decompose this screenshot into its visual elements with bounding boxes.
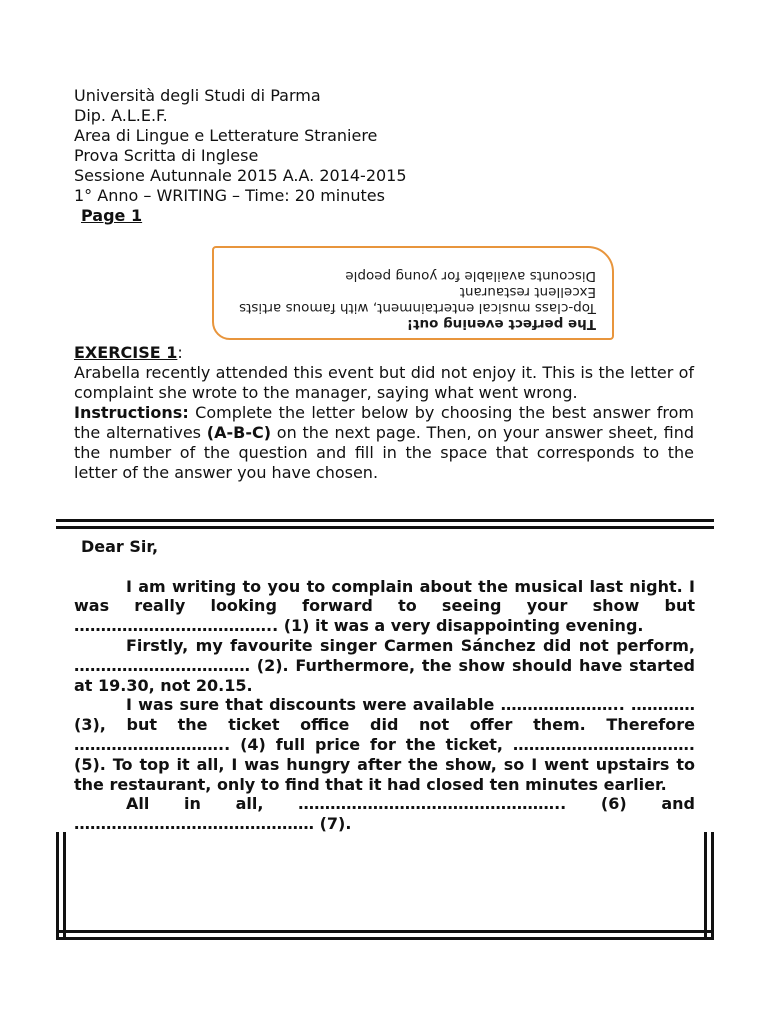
advert-line: Discounts available for young people <box>345 268 596 284</box>
page-label: Page 1 <box>81 206 143 225</box>
letter-frame-right-rule <box>704 832 714 940</box>
exercise-title: EXERCISE 1 <box>74 343 178 362</box>
exercise-heading <box>74 343 694 363</box>
letter-paragraph: All in all, ………………………………………….. (6) and ……………………………………… (7). <box>74 794 695 834</box>
instructions-text-1: Complete the letter below by choosing the best answer from the alternatives <box>74 403 694 442</box>
letter-paragraph: I was sure that discounts were available ………………….. ………… (3), but the ticket office did not offer them. Therefore ……………………….. (4) full price for the ticket, ……………………………. (5). To top it all, I was hungry after the show, so I went upstairs to the restaurant, only to find that it had closed ten minutes earlier. <box>74 695 695 794</box>
exercise-block <box>74 343 694 483</box>
letter-frame-left-rule <box>56 832 66 940</box>
instructions-choices: (A-B-C) <box>206 423 272 442</box>
exercise-intro: Arabella recently attended this event but did not enjoy it. This is the letter of complaint she wrote to the manager, saying what went wrong. <box>74 363 694 402</box>
advert-box <box>212 246 614 340</box>
instructions-label: Instructions: <box>74 403 189 422</box>
department-name: Dip. A.L.E.F. <box>74 106 168 125</box>
letter-body <box>74 537 695 834</box>
area-name: Area di Lingue e Letterature Straniere <box>74 126 378 145</box>
advert-line: Excellent restaurant <box>459 284 596 300</box>
exercise-title-suffix: : <box>177 343 183 362</box>
instructions-text-2: on the next page. Then, on your answer sheet, find the number of the question and fill in the space that corresponds to the letter of the answer you have chosen. <box>74 423 694 482</box>
document-header <box>74 86 714 206</box>
letter-frame-top-rule <box>56 519 714 529</box>
session-name: Sessione Autunnale 2015 A.A. 2014-2015 <box>74 166 407 185</box>
advert-title: The perfect evening out! <box>406 316 596 332</box>
exercise-instructions <box>74 403 694 483</box>
letter-salutation: Dear Sir, <box>81 537 159 556</box>
letter-paragraph: Firstly, my favourite singer Carmen Sánchez did not perform, …………………………… (2). Furthermore, the show should have started at 19.30, not 20.15. <box>74 635 695 695</box>
year-and-time: 1° Anno – WRITING – Time: 20 minutes <box>74 186 385 205</box>
exam-name: Prova Scritta di Inglese <box>74 146 259 165</box>
university-name: Università degli Studi di Parma <box>74 86 321 105</box>
letter-frame-bottom-rule <box>56 930 714 940</box>
letter-paragraph: I am writing to you to complain about the musical last night. I was really looking forward to seeing your show but ……………………………….. (1) it was a very disappointing evening. <box>74 576 695 636</box>
advert-line: Top-class musical entertainment, with famous artists <box>239 300 596 316</box>
